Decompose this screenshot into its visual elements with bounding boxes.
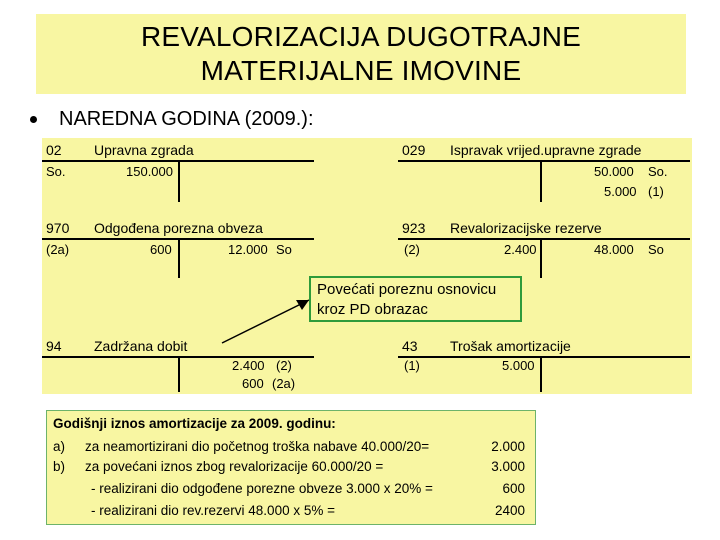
callout-line-1: Povećati poreznu osnovicu: [317, 281, 497, 298]
depreciation-summary: [46, 410, 536, 525]
t-account-divider: [178, 238, 180, 278]
summary-row-a: [53, 439, 529, 457]
credit-amount: 50.000: [594, 164, 634, 179]
t-account-header: [42, 140, 314, 160]
account-code: 923: [402, 220, 426, 236]
row-marker: a): [53, 439, 66, 454]
credit-label: (1): [648, 184, 664, 199]
account-name: Revalorizacijske rezerve: [450, 220, 602, 236]
credit-amount: 12.000: [228, 242, 268, 257]
row-text: - realizirani dio rev.rezervi 48.000 x 5% =: [91, 503, 335, 518]
t-account-header: [398, 140, 690, 160]
t-account-rule: [398, 160, 690, 162]
account-name: Ispravak vrijed.upravne zgrade: [450, 142, 642, 158]
debit-label: (2): [404, 242, 420, 257]
summary-row-d: [53, 503, 529, 521]
slide-title: [36, 14, 686, 94]
t-account-970: [42, 218, 314, 288]
row-text: - realizirani dio odgođene porezne obveze 3.000 x 20% =: [91, 481, 433, 496]
credit-amount: 2.400: [232, 358, 265, 373]
t-account-divider: [178, 160, 180, 202]
credit-amount: 48.000: [594, 242, 634, 257]
row-text: za neamortizirani dio početnog troška nabave 40.000/20=: [85, 439, 430, 454]
credit-label: (2): [276, 358, 292, 373]
account-name: Upravna zgrada: [94, 142, 194, 158]
t-account-header: [398, 218, 690, 238]
credit-amount: 600: [242, 376, 264, 391]
row-amount: 600: [502, 481, 525, 496]
summary-row-c: [53, 481, 529, 499]
debit-label: (1): [404, 358, 420, 373]
bullet-text: NAREDNA GODINA (2009.):: [59, 108, 314, 130]
row-text: za povećani iznos zbog revalorizacije 60.000/20 =: [85, 459, 384, 474]
bullet-item: [30, 108, 314, 131]
credit-amount: 5.000: [604, 184, 637, 199]
t-account-header: [398, 336, 690, 356]
debit-amount: 150.000: [126, 164, 173, 179]
t-account-divider: [540, 356, 542, 392]
account-code: 02: [46, 142, 62, 158]
credit-label: So: [276, 242, 292, 257]
t-account-94: [42, 336, 314, 394]
t-account-02: [42, 140, 314, 220]
tax-base-callout: [309, 276, 522, 322]
t-account-rule: [398, 238, 690, 240]
row-amount: 2400: [494, 503, 525, 518]
debit-amount: 5.000: [502, 358, 535, 373]
credit-label: (2a): [272, 376, 296, 391]
credit-label: So: [648, 242, 664, 257]
summary-row-b: [53, 459, 529, 477]
callout-line-2: kroz PD obrazac: [317, 301, 428, 318]
account-name: Trošak amortizacije: [450, 338, 571, 354]
debit-amount: 600: [150, 242, 172, 257]
row-amount: 3.000: [491, 459, 525, 474]
credit-label: So.: [648, 164, 668, 179]
bullet-icon: [30, 116, 37, 123]
account-name: Zadržana dobit: [94, 338, 188, 354]
debit-label: So.: [46, 164, 66, 179]
title-line-1: REVALORIZACIJA DUGOTRAJNE: [140, 21, 582, 52]
debit-amount: 2.400: [504, 242, 537, 257]
t-account-029: [398, 140, 690, 220]
t-account-divider: [540, 160, 542, 202]
account-code: 970: [46, 220, 70, 236]
row-amount: 2.000: [491, 439, 525, 454]
account-code: 94: [46, 338, 62, 354]
account-code: 029: [402, 142, 426, 158]
debit-label: (2a): [46, 242, 70, 257]
account-code: 43: [402, 338, 418, 354]
t-account-header: [42, 218, 314, 238]
account-name: Odgođena porezna obveza: [94, 220, 263, 236]
summary-heading: Godišnji iznos amortizacije za 2009. godinu:: [53, 416, 336, 431]
t-accounts-panel: [42, 138, 692, 394]
t-account-header: [42, 336, 314, 356]
row-marker: b): [53, 459, 66, 474]
t-account-divider: [540, 238, 542, 278]
title-line-2: MATERIJALNE IMOVINE: [200, 55, 522, 86]
t-account-divider: [178, 356, 180, 392]
t-account-rule: [398, 356, 690, 358]
t-account-43: [398, 336, 690, 394]
